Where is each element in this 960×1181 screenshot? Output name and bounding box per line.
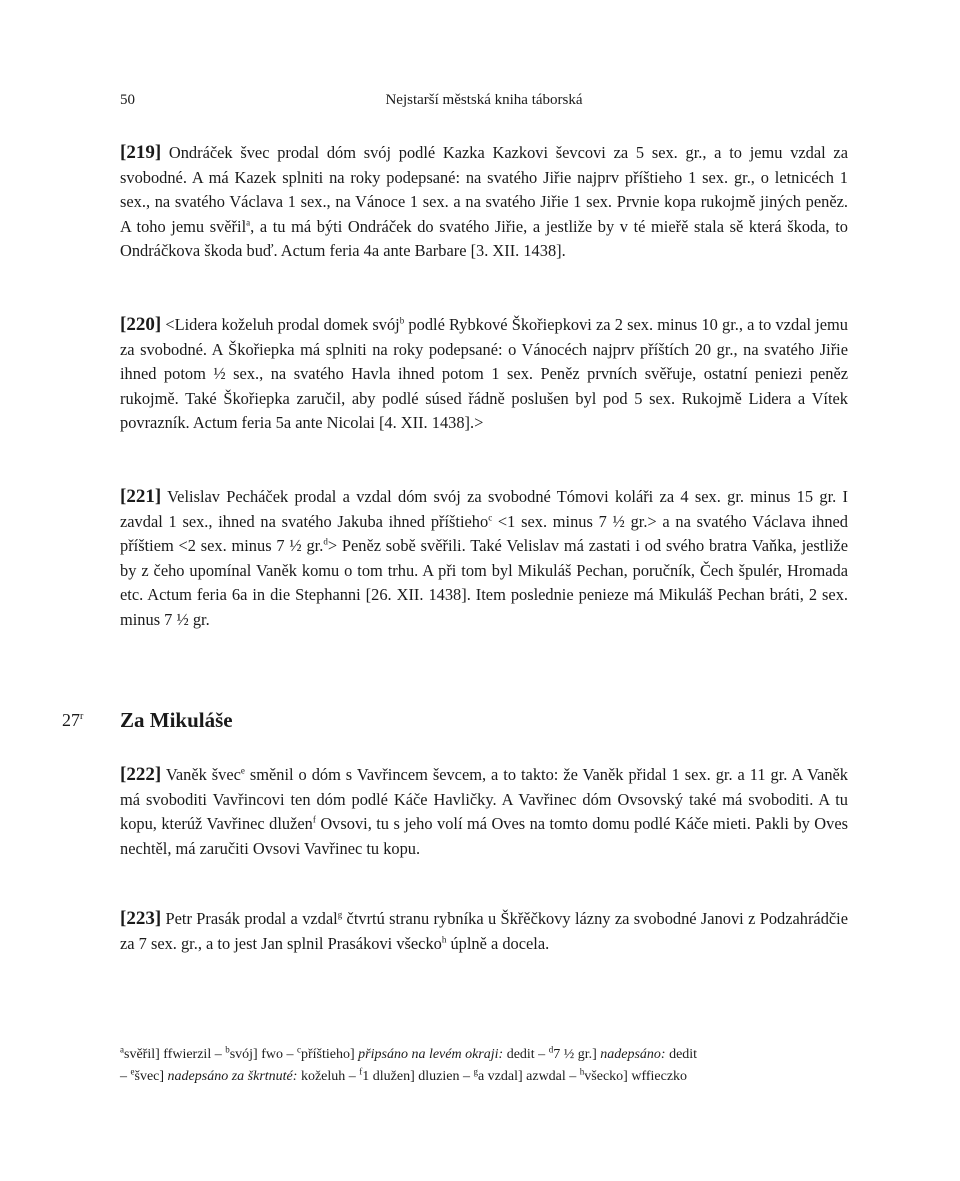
entry-220	[120, 313, 848, 436]
footnote-mark: e	[130, 1066, 135, 1077]
page-number: 50	[120, 92, 135, 108]
footnote-f: $^f$1 dlužen] dluzien –	[359, 1066, 470, 1084]
footnote-mark: c	[297, 1044, 301, 1055]
footnote-ref-d: d	[323, 536, 328, 547]
section-heading: Za Mikuláše	[120, 708, 233, 732]
entry-text: Velislav Pecháček prodal a vzdal dóm svój za svobodné Tómovi koláři za 4 sex. gr. minus 15 gr. I zavdal 1 sex., ihned na svatého Jakuba ihned příštieho	[120, 487, 848, 531]
entry-text: úplně a docela.	[446, 933, 550, 953]
entry-text: > Peněz sobě svěřili. Také Velislav má zastati i od svého bratra Vaňka, jestliže by z čeho upomínal Vaněk komu o tom trhu. A při tom byl Mikuláš Pechan, poručník, Čech špulér, Hromada etc. Actum feria 6a in die Stephanni [26. XII. 1438]. Item poslednie penieze má Mikuláš Pechan bráti, 2 sex. minus 7 ½ gr.	[120, 536, 848, 629]
running-title: Nejstarší městská kniha táborská	[385, 92, 583, 108]
entry-text: <Lidera koželuh prodal domek svój	[161, 315, 400, 334]
entry-223	[120, 907, 848, 956]
entry-text: Ovsovi, tu s jeho volí má Oves na tomto domu podlé Káče mieti. Pakli by Oves nechtěl, má zaručiti Ovsovi Vavřinec tu kopu.	[120, 814, 848, 858]
entry-number: [220]	[120, 314, 162, 335]
footnote-mark: f	[359, 1066, 363, 1077]
footnote-mark: a	[120, 1044, 124, 1055]
footnote-mark: d	[548, 1044, 554, 1055]
footnote-b: $^b$svój] fwo –	[225, 1044, 294, 1062]
entry-number: [223]	[120, 908, 162, 929]
footnote-ref-a: a	[246, 217, 251, 228]
footnote-ref-g: g	[337, 909, 343, 920]
entry-number: [221]	[120, 486, 162, 507]
entry-text: <1 sex. minus 7 ½ gr.> a na svatého Václava ihned příštiem <2 sex. minus 7 ½ gr.	[120, 511, 848, 556]
footnote-mark: b	[225, 1044, 230, 1055]
footnote-ref-f: f	[312, 814, 316, 825]
footnote-c: $^c$příštieho] připsáno na levém okraji: dedit –	[297, 1044, 546, 1062]
footnote-ref-c: c	[488, 512, 493, 523]
footnote-mark: g	[473, 1066, 478, 1077]
footnotes	[120, 1044, 848, 1088]
entry-text: Petr Prasák prodal a vzdal	[161, 909, 338, 928]
folio-side: r	[80, 711, 84, 722]
footnote-e: – $^e$švec] nadepsáno za škrtnuté: koželuh –	[120, 1066, 356, 1084]
entry-number: [219]	[120, 142, 162, 163]
margin-folio-note	[62, 710, 83, 731]
footnote-d: $^d$7 ½ gr.] nadepsáno: dedit	[548, 1044, 698, 1062]
folio-number: 27	[62, 710, 80, 730]
entry-221	[120, 485, 848, 633]
footnote-g: $^g$a vzdal] azwdal –	[473, 1066, 577, 1084]
entry-text: směnil o dóm s Vavřincem ševcem, a to takto: že Vaněk přidal 1 sex. gr. a 11 gr. A Vaněk má svoboditi Vavřincovi ten dóm podlé Káče Havličky. A Vavřinec dóm Ovsovský také má svoboditi. A tu kopu, kterúž Vavřinec dlužen	[120, 765, 849, 834]
footnote-ref-b: b	[399, 315, 405, 326]
entry-text: Ondráček švec prodal dóm svój podlé Kazka Kazkovi ševcovi za 5 sex. gr., a to jemu vzdal za svobodné. A má Kazek splniti na roky podepsané: na svatého Jiřie najprv příštieho 1 sex. gr., o letnicéch 1 sex., na svatého Václava 1 sex., na Vánoce 1 sex. a na svatého Jiřie 1 sex. Prvnie kopa rukojmě jiných peněz. A toho jemu svěřil	[120, 143, 848, 236]
footnote-h: $^h$všecko] wffieczko	[579, 1066, 688, 1084]
footnote-a: $^a$svěřil] ffwierzil –	[120, 1044, 222, 1062]
footnote-ref-h: h	[441, 934, 447, 945]
footnote-ref-e: e	[240, 765, 245, 776]
entry-text: podlé Rybkové Škořiepkovi za 2 sex. minus 10 gr., a to vzdal jemu za svobodné. A Škořiepka má splniti na roky podepsané: o Vánocéch najprv příštích 20 gr., na svatého Jiřie ihned potom ½ sex., na svatého Havla ihned potom 1 sex. Peněz prvních svěřuje, ostatní peniezi peněz rukojmě. Také Škořiepka zaručil, aby podlé súsed řádně poslušen byl pod 5 sex. Rukojmě Lidera a Vítek povrazník. Actum feria 5a ante Nicolai [4. XII. 1438].>	[120, 315, 848, 433]
page-header	[120, 92, 848, 114]
entry-text: Vaněk švec	[161, 765, 241, 784]
entry-number: [222]	[120, 764, 162, 785]
entry-text: , a tu má býti Ondráček do svatého Jiřie, a jestliže by v té mieřě stala sě která škoda, to Ondráčkova škoda buď. Actum feria 4a ante Barbare [3. XII. 1438].	[120, 216, 848, 261]
footnote-mark: h	[579, 1066, 585, 1077]
entry-222	[120, 763, 848, 861]
entry-219	[120, 141, 848, 264]
entry-text: čtvrtú stranu rybníka u Škřěčkovy lázny za svobodné Janovi z Podzahrádčie za 7 sex. gr., a to jest Jan splnil Prasákovi všecko	[120, 909, 848, 953]
